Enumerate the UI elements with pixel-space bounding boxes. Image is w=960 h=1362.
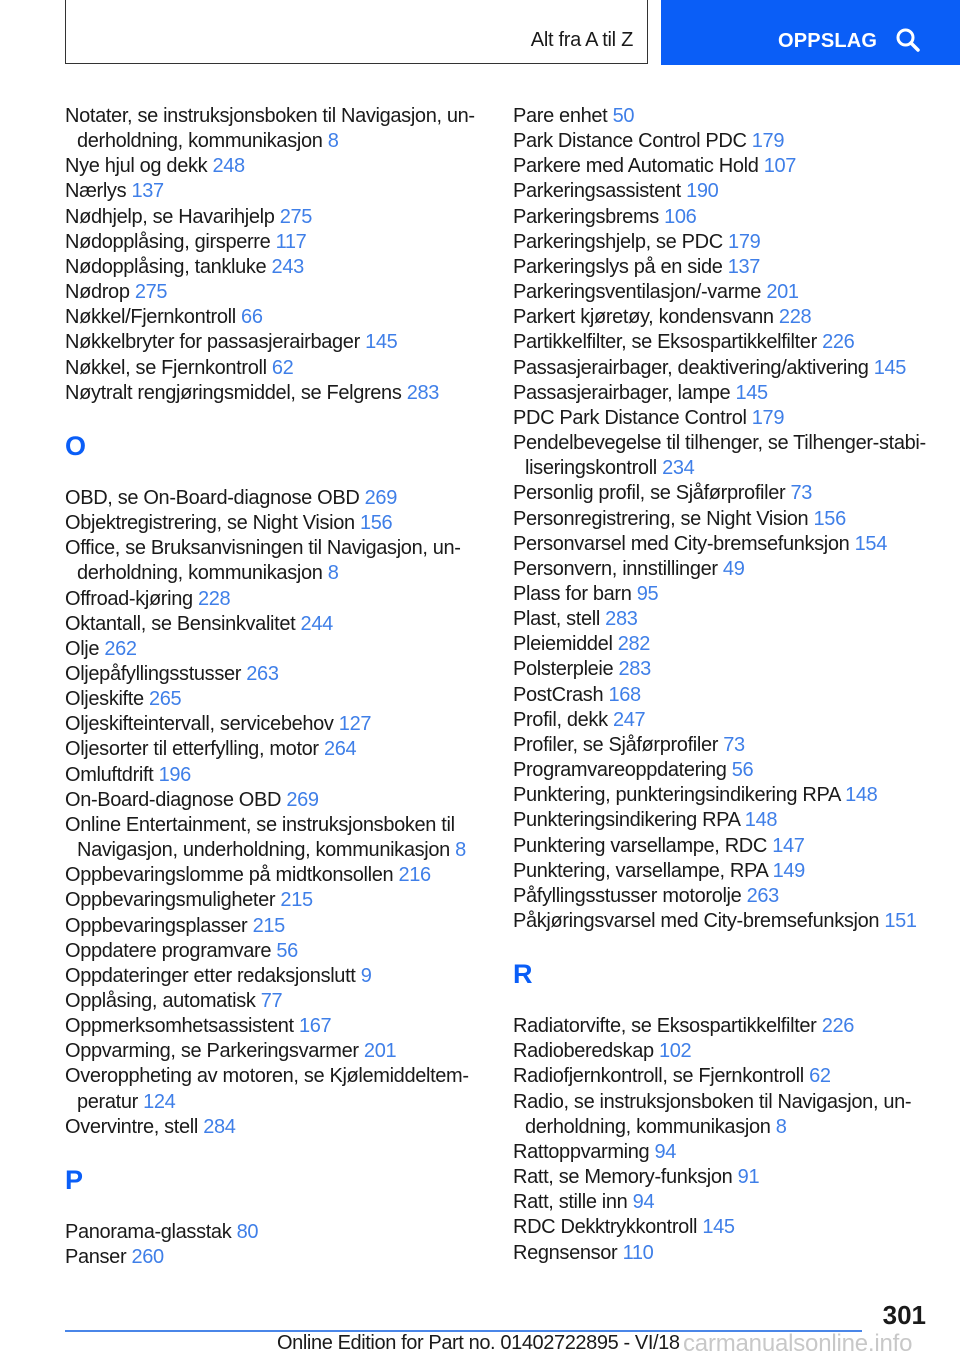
page-reference-link[interactable]: 73 [723, 733, 745, 756]
entry-term: Radiatorvifte, se Eksospartikkelfilter [513, 1015, 817, 1038]
index-entry [65, 1115, 505, 1140]
index-entry [65, 154, 505, 179]
index-entry [65, 280, 505, 305]
entry-term-cont-text: derholdning, kommunikasjon [77, 562, 323, 585]
page-reference-link[interactable]: 62 [809, 1065, 831, 1088]
index-entry [513, 607, 953, 632]
index-entry [513, 733, 953, 758]
page-reference-link[interactable]: 62 [271, 356, 294, 379]
index-entry [513, 1140, 953, 1165]
entry-term: Oppmerksomhetsassistent [65, 1015, 294, 1038]
index-entry [65, 179, 505, 204]
page-reference-link[interactable]: 106 [664, 205, 697, 228]
entry-term: PostCrash [513, 683, 604, 706]
index-entry [65, 964, 505, 989]
page-reference-link[interactable]: 179 [751, 130, 785, 153]
entry-term: Radioberedskap [513, 1040, 654, 1063]
header-section-box [65, 0, 648, 64]
index-entry [65, 305, 505, 330]
page-reference-link[interactable]: 260 [131, 1246, 164, 1269]
page-reference-link[interactable]: 226 [821, 1015, 855, 1038]
index-entry [65, 330, 505, 355]
page-reference-link[interactable]: 102 [658, 1040, 692, 1063]
index-entry [65, 381, 505, 406]
entry-term: Nødopplåsing, tankluke [65, 255, 267, 278]
entry-term-continuation [513, 456, 953, 481]
index-entry [65, 511, 505, 536]
entry-term: Pleiemiddel [513, 633, 613, 656]
page-reference-link[interactable]: 56 [276, 939, 298, 962]
entry-term: Oppbevaringsplasser [65, 914, 248, 937]
section-letter-heading: O [65, 430, 87, 461]
entry-term: Oljepåfyllingsstusser [65, 662, 242, 685]
entry-term: Oktantall, se Bensinkvalitet [65, 612, 296, 635]
entry-term: Programvareoppdatering [513, 759, 727, 782]
search-icon [895, 27, 921, 53]
index-entry [65, 230, 505, 255]
entry-term: Parkert kjøretøy, kondensvann [513, 306, 774, 329]
page-reference-link[interactable]: 73 [790, 482, 813, 505]
index-entry [513, 657, 953, 682]
page-reference-link[interactable]: 228 [197, 587, 231, 610]
page-reference-link[interactable]: 77 [260, 990, 283, 1012]
entry-term: Nødhjelp, se Havarihjelp [65, 205, 275, 228]
page-reference-link[interactable]: 145 [365, 331, 398, 354]
index-entry [513, 708, 953, 733]
page-reference-link[interactable]: 50 [612, 105, 635, 127]
index-entry [65, 486, 505, 511]
index-entry [513, 154, 953, 179]
index-entry [513, 758, 953, 783]
index-entry [65, 612, 505, 637]
page-reference-link[interactable]: 216 [398, 864, 431, 887]
page-number: 301 [882, 1300, 926, 1330]
index-entry [513, 356, 953, 381]
entry-term: RDC Dekktrykkontroll [513, 1216, 698, 1239]
page-reference-link[interactable]: 49 [722, 557, 745, 580]
entry-term-continuation [65, 838, 505, 863]
entry-term: Nye hjul og dekk [65, 155, 208, 178]
page-reference-link[interactable]: 107 [763, 155, 797, 178]
page-reference-link[interactable]: 91 [737, 1166, 760, 1189]
index-entry [513, 1090, 953, 1140]
page-reference-link[interactable]: 145 [702, 1216, 735, 1239]
entry-term: OBD, se On-Board-diagnose OBD [65, 486, 360, 509]
entry-term: Ratt, stille inn [513, 1191, 628, 1214]
page-reference-link[interactable]: 8 [327, 130, 339, 153]
entry-term: Parkere med Automatic Hold [513, 155, 759, 178]
page-reference-link[interactable]: 94 [632, 1191, 655, 1214]
entry-term: Omluftdrift [65, 763, 154, 786]
index-entry [513, 230, 953, 255]
entry-term: Notater, se instruksjonsboken til Navigasjon, un- [65, 105, 475, 127]
index-entry [513, 884, 953, 909]
entry-term: Påfyllingsstusser motorolje [513, 884, 742, 907]
page-reference-link[interactable]: 124 [143, 1090, 176, 1113]
index-entry [65, 863, 505, 888]
index-entry [513, 683, 953, 708]
entry-term: Overoppheting av motoren, se Kjølemiddeltem- [65, 1065, 469, 1088]
index-entry [513, 582, 953, 607]
entry-term: Oppdateringer etter redaksjonslutt [65, 964, 356, 987]
page-reference-link[interactable]: 156 [359, 512, 393, 535]
index-entry [65, 813, 505, 863]
index-entry [513, 255, 953, 280]
entry-term: Pendelbevegelse til tilhenger, se Tilhenger-stabi- [513, 432, 926, 455]
index-entry [513, 783, 953, 808]
entry-term: Parkeringslys på en side [513, 255, 723, 278]
index-entry [513, 1190, 953, 1215]
entry-term: Nøytralt rengjøringsmiddel, se Felgrens [65, 381, 402, 404]
page-reference-link[interactable]: 179 [728, 230, 761, 253]
page-reference-link[interactable]: 265 [148, 688, 182, 711]
entry-term: Panorama-glasstak [65, 1220, 232, 1243]
index-entry [513, 481, 953, 506]
entry-term: Nøkkel, se Fjernkontroll [65, 356, 267, 379]
entry-term: Oppbevaringslomme på midtkonsollen [65, 864, 394, 887]
page-reference-link[interactable]: 80 [236, 1220, 259, 1243]
index-entry [513, 330, 953, 355]
index-column-left [65, 104, 505, 1270]
entry-term: Nøkkelbryter for passasjerairbager [65, 331, 360, 354]
index-entry [513, 859, 953, 884]
index-entry [65, 763, 505, 788]
lookup-tab[interactable] [661, 0, 960, 65]
index-entry [513, 104, 953, 129]
index-entry [513, 1039, 953, 1064]
entry-term-continuation [65, 1090, 505, 1115]
watermark: carmanualsonline.info [683, 1330, 913, 1357]
page-reference-link[interactable]: 156 [813, 507, 846, 530]
page-reference-link[interactable]: 110 [622, 1241, 654, 1264]
entry-term: Oljeskifte [65, 688, 144, 711]
index-entry [513, 834, 953, 859]
index-entry [513, 909, 953, 934]
page-reference-link[interactable]: 215 [280, 889, 313, 912]
page-reference-link[interactable]: 117 [275, 230, 307, 253]
index-entry [513, 406, 953, 431]
page-reference-link[interactable]: 283 [406, 381, 440, 404]
index-entry [65, 662, 505, 687]
index-entry [65, 1014, 505, 1039]
index-entry [513, 1215, 953, 1240]
page-reference-link[interactable]: 167 [298, 1015, 332, 1038]
entry-term: Nødopplåsing, girsperre [65, 230, 271, 253]
entry-term: Ratt, se Memory-funksjon [513, 1166, 733, 1189]
lookup-tab-label: OPPSLAG [778, 30, 878, 52]
page-reference-link[interactable]: 263 [746, 884, 779, 907]
index-column-right [513, 104, 953, 1266]
index-entry [513, 632, 953, 657]
page-reference-link[interactable]: 201 [766, 281, 799, 304]
page-reference-link[interactable]: 196 [158, 763, 191, 786]
entry-term: Påkjøringsvarsel med City-bremsefunksjon [513, 910, 880, 932]
page-reference-link[interactable]: 168 [608, 683, 641, 706]
entry-term: Punktering, varsellampe, RPA [513, 859, 768, 882]
section-letter-heading: R [513, 959, 533, 990]
index-entry [513, 280, 953, 305]
index-entry [65, 255, 505, 280]
index-entry [65, 637, 505, 662]
index-entry [65, 914, 505, 939]
index-entry [513, 808, 953, 833]
page-reference-link[interactable]: 262 [104, 637, 137, 660]
page-reference-link[interactable]: 269 [286, 788, 319, 811]
entry-term: Nærlys [65, 180, 127, 203]
entry-term: Partikkelfilter, se Eksospartikkelfilter [513, 331, 817, 354]
entry-term: PDC Park Distance Control [513, 406, 747, 429]
index-entry [513, 1165, 953, 1190]
entry-term: Profil, dekk [513, 708, 608, 731]
entry-term-cont-text: peratur [77, 1090, 138, 1113]
index-entry [65, 737, 505, 762]
entry-term: Parkeringsventilasjon/-varme [513, 281, 762, 304]
page-reference-link[interactable]: 8 [327, 562, 339, 585]
entry-term: Personvern, innstillinger [513, 557, 718, 580]
page-reference-link[interactable]: 56 [731, 759, 754, 782]
index-entry [513, 1241, 953, 1266]
index-entry [65, 888, 505, 913]
page-reference-link[interactable]: 149 [772, 859, 805, 882]
page-reference-link[interactable]: 148 [744, 809, 778, 832]
page-reference-link[interactable]: 247 [612, 708, 646, 731]
entry-term-cont-text: Navigasjon, underholdning, kommunikasjon [77, 839, 450, 862]
entry-term: Oljeskifteintervall, servicebehov [65, 713, 334, 736]
entry-term: Polsterpleie [513, 658, 614, 681]
page-reference-link[interactable]: 190 [686, 180, 719, 203]
index-entry [65, 536, 505, 586]
index-entry [65, 989, 505, 1014]
edition-note: Online Edition for Part no. 01402722895 - VI/18 [277, 1332, 680, 1354]
entry-term-continuation [65, 129, 505, 154]
entry-term: Pare enhet [513, 105, 608, 127]
page-reference-link[interactable]: 148 [845, 784, 878, 807]
page-reference-link[interactable]: 283 [618, 658, 651, 681]
entry-term: Rattoppvarming [513, 1140, 650, 1163]
page-reference-link[interactable]: 264 [323, 738, 357, 761]
page-reference-link[interactable]: 137 [727, 255, 761, 278]
page-reference-link[interactable]: 243 [271, 255, 304, 278]
index-entry [65, 712, 505, 737]
page-reference-link[interactable]: 179 [751, 406, 785, 429]
entry-term: Oppvarming, se Parkeringsvarmer [65, 1040, 359, 1063]
entry-term: Oppbevaringsmuligheter [65, 889, 276, 912]
entry-term: Online Entertainment, se instruksjonsboken til [65, 813, 455, 836]
page-reference-link[interactable]: 263 [246, 662, 279, 685]
entry-term: Personregistrering, se Night Vision [513, 507, 809, 530]
index-entry [513, 1064, 953, 1089]
index-entry [65, 205, 505, 230]
entry-term-continuation [513, 1115, 953, 1140]
section-title: Alt fra A til Z [530, 29, 633, 51]
entry-term: Nødrop [65, 281, 130, 304]
entry-term: Personvarsel med City-bremsefunksjon [513, 532, 850, 555]
page-reference-link[interactable]: 226 [822, 331, 855, 354]
entry-term: Regnsensor [513, 1241, 618, 1264]
entry-term: Radiofjernkontroll, se Fjernkontroll [513, 1065, 804, 1088]
entry-term: Punkteringsindikering RPA [513, 809, 740, 832]
entry-term: Opplåsing, automatisk [65, 990, 256, 1012]
page-reference-link[interactable]: 282 [617, 633, 651, 656]
index-entry [65, 356, 505, 381]
entry-term: Passasjerairbager, deaktivering/aktivering [513, 356, 869, 379]
entry-term: Oljesorter til etterfylling, motor [65, 738, 319, 761]
index-entry [65, 939, 505, 964]
index-entry [513, 129, 953, 154]
entry-term: Oppdatere programvare [65, 939, 272, 962]
page-reference-link[interactable]: 284 [203, 1115, 236, 1138]
page-reference-link[interactable]: 94 [654, 1140, 677, 1163]
index-entry [65, 587, 505, 612]
page-reference-link[interactable]: 151 [884, 910, 917, 932]
page-reference-link[interactable]: 137 [131, 180, 164, 203]
entry-term: Overvintre, stell [65, 1115, 198, 1138]
entry-term: Objektregistrering, se Night Vision [65, 512, 355, 535]
entry-term: Olje [65, 637, 100, 660]
index-entry [513, 532, 953, 557]
entry-term: Nøkkel/Fjernkontroll [65, 306, 236, 329]
index-entry [65, 1245, 505, 1270]
section-letter-heading: P [65, 1164, 84, 1195]
index-entry [513, 179, 953, 204]
index-entry [513, 381, 953, 406]
index-entry [65, 104, 505, 154]
entry-term: Office, se Bruksanvisningen til Navigasjon, un- [65, 537, 461, 560]
index-entry [513, 431, 953, 481]
page-reference-link[interactable]: 215 [252, 914, 285, 937]
page-reference-link[interactable]: 154 [854, 532, 887, 555]
index-entry [65, 1039, 505, 1064]
entry-term: Park Distance Control PDC [513, 130, 747, 153]
entry-term: Offroad-kjøring [65, 587, 193, 610]
index-entry [513, 507, 953, 532]
entry-term: Plast, stell [513, 608, 600, 631]
page-reference-link[interactable]: 147 [772, 834, 805, 857]
entry-term: Passasjerairbager, lampe [513, 381, 731, 404]
index-entry [513, 305, 953, 330]
page-reference-link[interactable]: 269 [364, 486, 397, 509]
page-reference-link[interactable]: 8 [775, 1115, 787, 1138]
page-reference-link[interactable]: 145 [735, 381, 768, 404]
index-entry [65, 687, 505, 712]
page-reference-link[interactable]: 234 [662, 457, 695, 480]
index-entry [513, 1014, 953, 1039]
page-reference-link[interactable]: 9 [360, 964, 372, 987]
page-reference-link[interactable]: 66 [241, 306, 263, 329]
entry-term: Profiler, se Sjåførprofiler [513, 733, 719, 756]
page-reference-link[interactable]: 8 [455, 839, 466, 862]
entry-term: Personlig profil, se Sjåførprofiler [513, 482, 786, 505]
entry-term: Plass for barn [513, 582, 632, 605]
entry-term: Punktering, punkteringsindikering RPA [513, 784, 840, 807]
entry-term: Punktering varsellampe, RDC [513, 834, 767, 857]
entry-term: Parkeringshjelp, se PDC [513, 230, 723, 253]
page-reference-link[interactable]: 244 [300, 612, 333, 635]
index-entry [65, 788, 505, 813]
page-reference-link[interactable]: 95 [636, 582, 659, 605]
index-entry [513, 557, 953, 582]
entry-term-cont-text: derholdning, kommunikasjon [77, 130, 323, 153]
page-reference-link[interactable]: 228 [778, 306, 812, 329]
page-reference-link[interactable]: 283 [605, 608, 638, 631]
index-entry [65, 1220, 505, 1245]
page-reference-link[interactable]: 275 [134, 281, 168, 304]
page-reference-link[interactable]: 201 [363, 1040, 397, 1063]
entry-term-continuation [65, 561, 505, 586]
entry-term-cont-text: derholdning, kommunikasjon [525, 1115, 771, 1138]
page-reference-link[interactable]: 127 [338, 713, 372, 736]
index-entry [513, 205, 953, 230]
entry-term: On-Board-diagnose OBD [65, 788, 282, 811]
entry-term-cont-text: liseringskontroll [525, 457, 657, 480]
entry-term: Parkeringsbrems [513, 205, 659, 228]
page-reference-link[interactable]: 275 [279, 205, 313, 228]
entry-term: Panser [65, 1246, 127, 1269]
index-entry [65, 1064, 505, 1114]
page-reference-link[interactable]: 248 [212, 155, 245, 178]
entry-term: Parkeringsassistent [513, 180, 681, 203]
page-reference-link[interactable]: 145 [873, 356, 907, 379]
entry-term: Radio, se instruksjonsboken til Navigasjon, un- [513, 1090, 912, 1113]
